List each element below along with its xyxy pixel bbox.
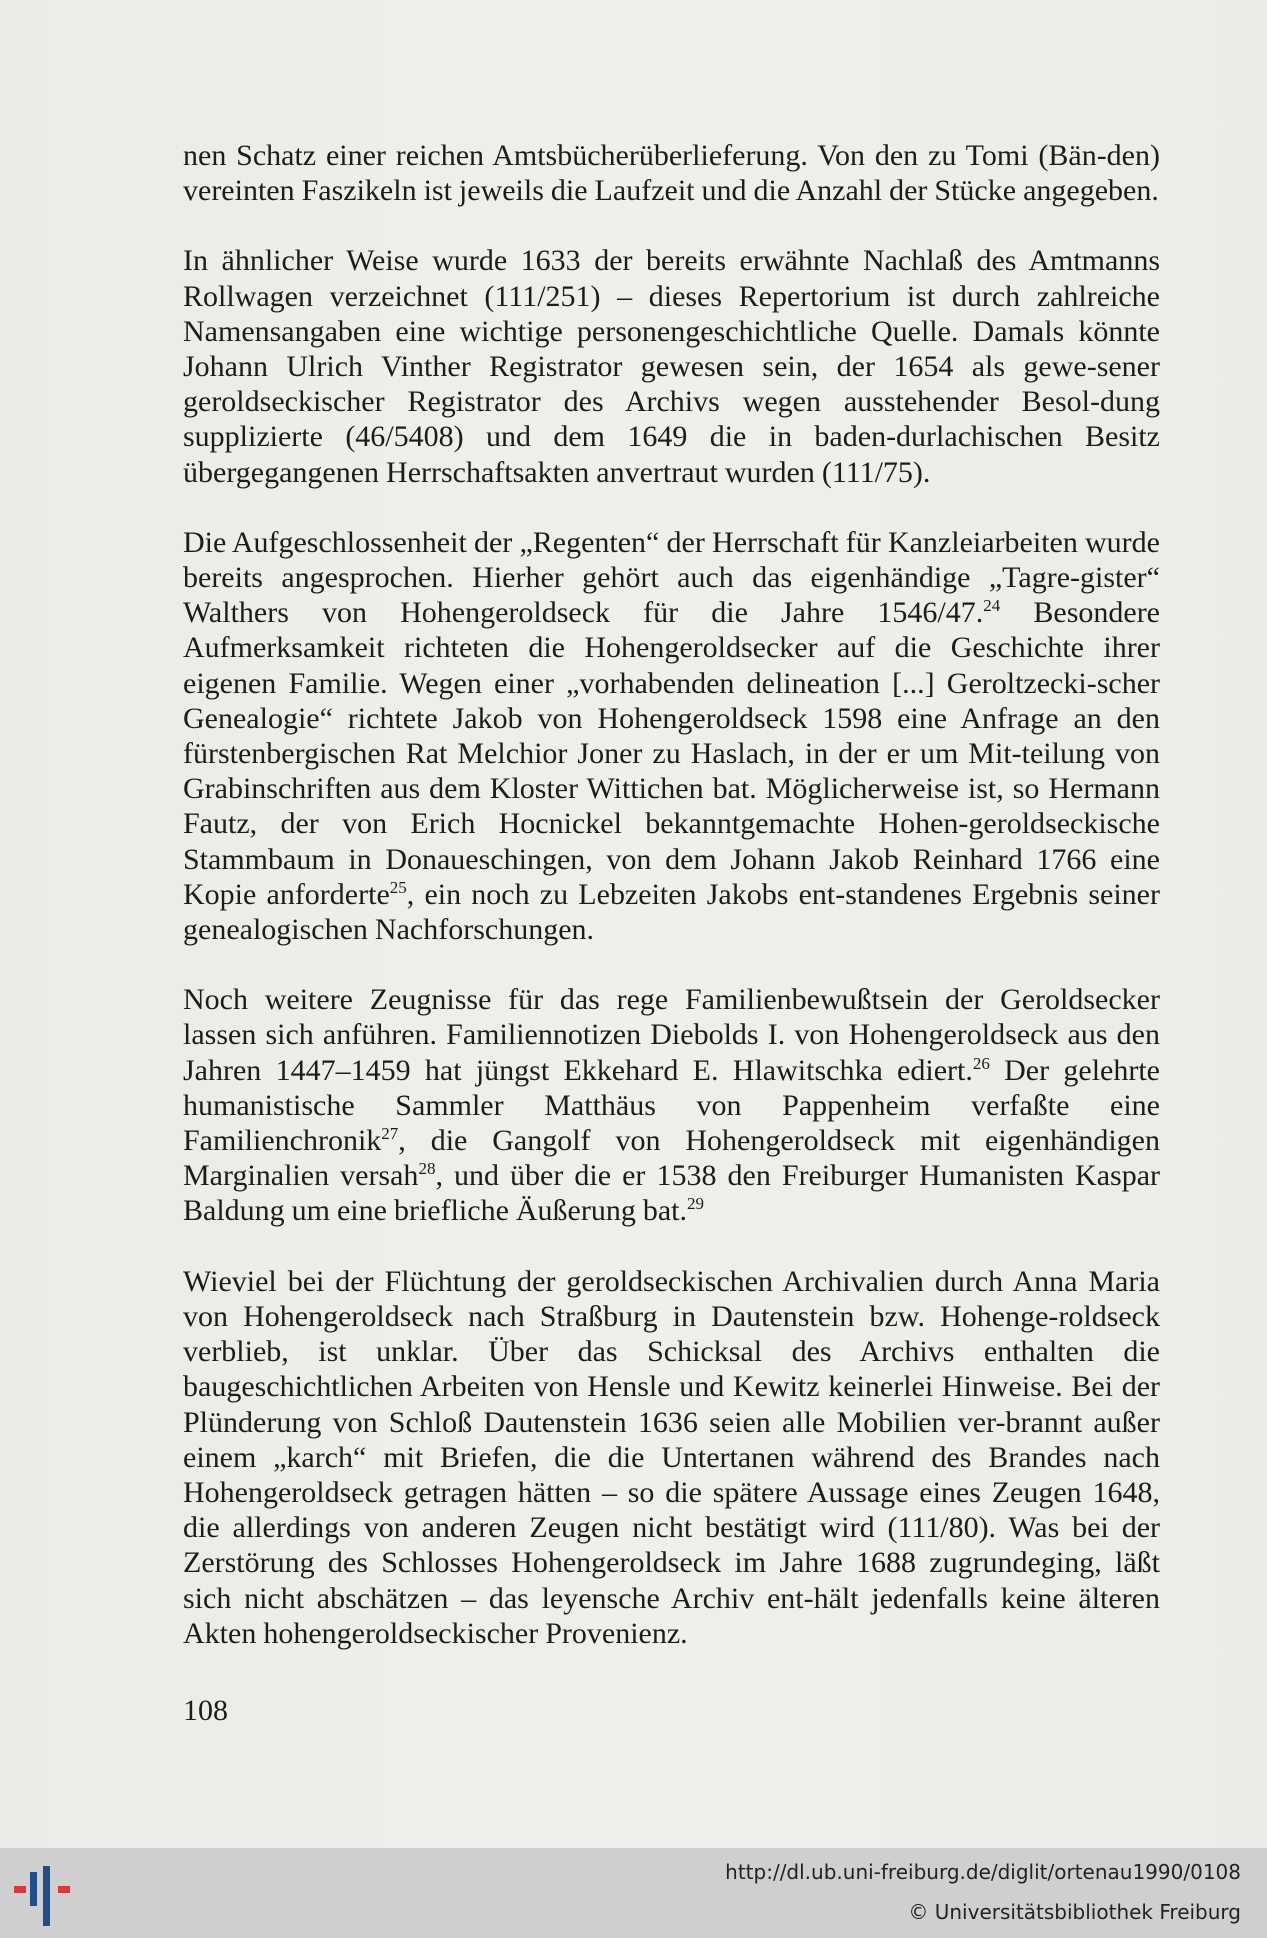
copyright-notice: © Universitätsbibliothek Freiburg [908,1900,1241,1924]
paragraph [183,1264,1160,1651]
paragraph [183,243,1160,489]
paragraph-text: , ein noch zu Lebzeiten Jakobs ent-standenes Ergebnis seiner genealogischen Nachforschungen. [183,877,1160,947]
footnote-reference: 26 [972,1053,990,1073]
permalink-url[interactable]: http://dl.ub.uni-freiburg.de/diglit/ortenau1990/0108 [725,1860,1241,1884]
footnote-reference: 24 [983,596,1001,616]
body-text [183,138,1160,1651]
footnote-reference: 27 [381,1124,399,1144]
paragraph-text: Besondere Aufmerksamkeit richteten die Hohengeroldsecker auf die Geschichte ihrer eigenen Familie. Wegen einer „vorhabenden delineation [...] Geroltzecki-scher Genealogie“ richtete Jakob von Hohengeroldseck 1598 eine Anfrage an den fürstenbergischen Rat Melchior Joner zu Haslach, in der er um Mit-teilung von Grabinschriften aus dem Kloster Wittichen bat. Möglicherweise ist, so Hermann Fautz, der von Erich Hocnickel bekanntgemachte Hohen-geroldseckische Stammbaum in Donaueschingen, von dem Johann Jakob Reinhard 1766 eine Kopie anforderte [183,596,1161,911]
paragraph-text: , die Gangolf von Hohengeroldseck mit eigenhändigen Marginalien versah [183,1124,1160,1193]
page-number: 108 [183,1694,228,1727]
paragraph-text: In ähnlicher Weise wurde 1633 der bereits erwähnte Nachlaß des Amtmanns Rollwagen verzeichnet (111/251) – dieses Repertorium ist durch zahlreiche Namensangaben eine wichtige personengeschichtliche Quelle. Damals könnte Johann Ulrich Vinther Registrator gewesen sein, der 1654 als gewe-sener geroldseckischer Registrator des Archivs wegen ausstehender Besol-dung supplizierte (46/5408) und dem 1649 die in baden-durlachischen Besitz übergegangenen Herrschaftsakten anvertraut wurden (111/75). [183,244,1160,489]
footnote-reference: 29 [687,1194,705,1214]
footnote-reference: 28 [418,1159,436,1179]
paragraph-text: nen Schatz einer reichen Amtsbücherüberlieferung. Von den zu Tomi (Bän-den) vereinten Faszikeln ist jeweils die Laufzeit und die Anzahl der Stücke angegeben. [183,139,1160,208]
footnote-reference: 25 [389,877,407,897]
paragraph-text: Noch weitere Zeugnisse für das rege Familienbewußtsein der Geroldsecker lassen sich anführen. Familiennotizen Diebolds I. von Hohengeroldseck aus den Jahren 1447–1459 hat jüngst Ekkehard E. Hlawitschka ediert. [183,983,1160,1087]
university-library-logo-icon [14,1866,84,1926]
paragraph-text: Die Aufgeschlossenheit der „Regenten“ der Herrschaft für Kanzleiarbeiten wurde bereits angesprochen. Hierher gehört auch das eigenhändige „Tagre-gister“ Walthers von Hohengeroldseck für die Jahre 1546/47. [183,525,1160,630]
paragraph-text: Wieviel bei der Flüchtung der geroldseckischen Archivalien durch Anna Maria von Hohengeroldseck nach Straßburg in Dautenstein bzw. Hohenge-roldseck verblieb, ist unklar. Über das Schicksal des Archivs enthalten die baugeschichtlichen Arbeiten von Hensle und Kewitz keinerlei Hinweise. Bei der Plünderung von Schloß Dautenstein 1636 seien alle Mobilien ver-brannt außer einem „karch“ mit Briefen, die die Untertanen während des Brandes nach Hohengeroldseck getragen hätten – so die spätere Aussage eines Zeugen 1648, die allerdings von anderen Zeugen nicht bestätigt wird (111/80). Was bei der Zerstörung des Schlosses Hohengeroldseck im Jahre 1688 zugrundeging, läßt sich nicht abschätzen – das leyensche Archiv ent-hält jedenfalls keine älteren Akten hohengeroldseckischer Provenienz. [183,1264,1160,1650]
paragraph-text: Der gelehrte humanistische Sammler Matthäus von Pappenheim verfaßte eine Familienchronik [183,1053,1161,1158]
paragraph-text: , und über die er 1538 den Freiburger Humanisten Kaspar Baldung um eine briefliche Äußerung bat. [183,1159,1161,1228]
paragraph [183,525,1160,947]
library-footer [0,1848,1267,1938]
paragraph [183,982,1160,1228]
paragraph [183,138,1160,208]
